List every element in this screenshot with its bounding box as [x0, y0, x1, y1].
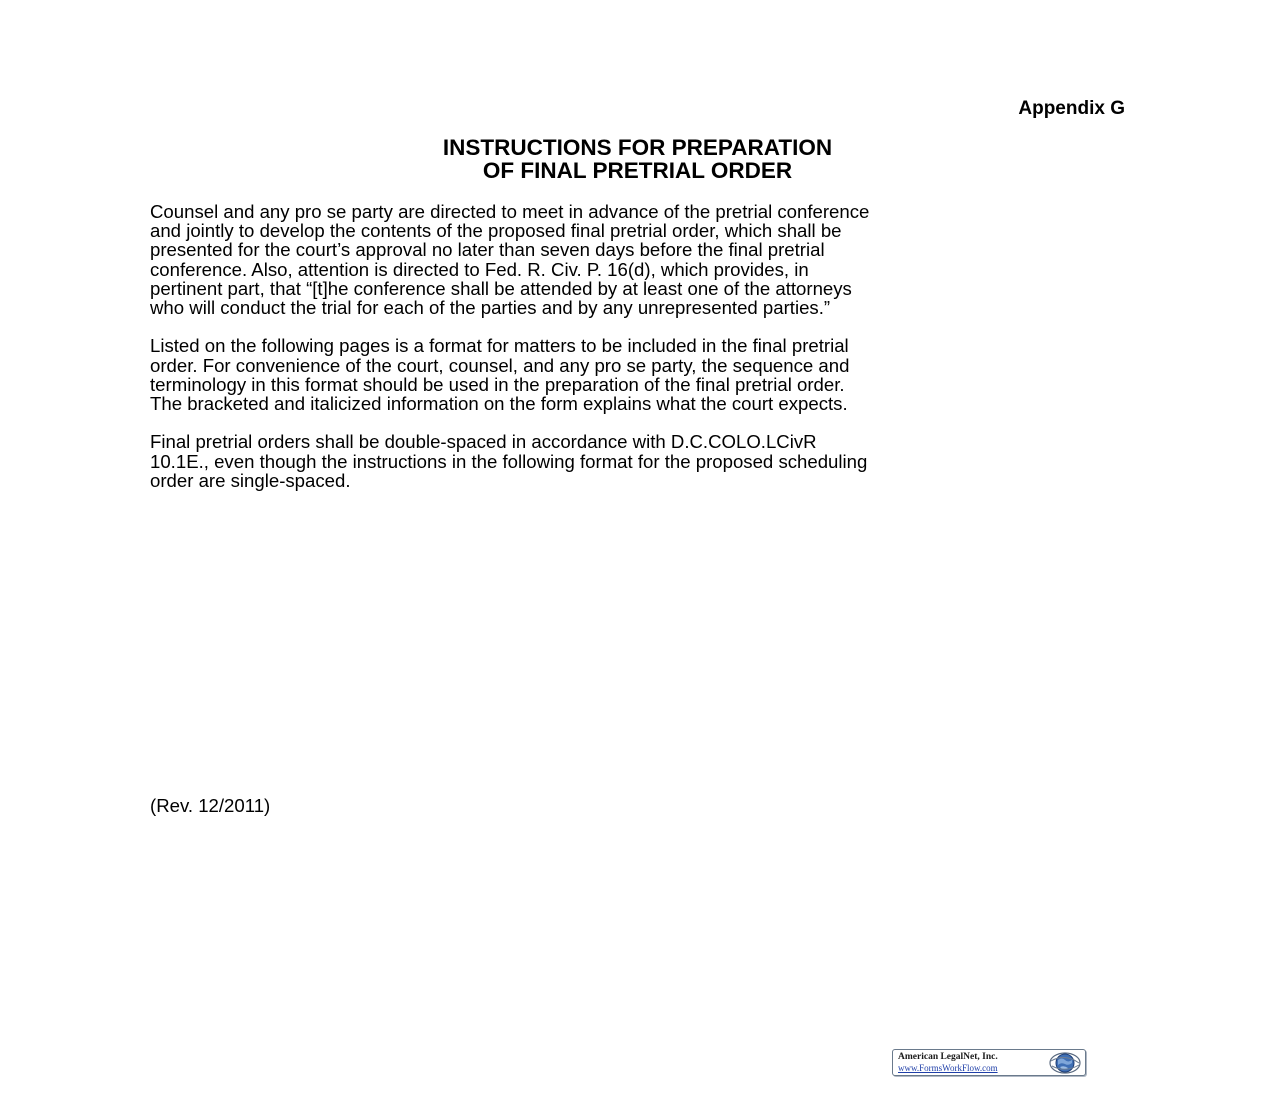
- text-line: order are single-spaced.: [150, 469, 351, 491]
- text-line: Counsel and any pro se party are directed to meet in advance of the pretrial conference: [150, 201, 870, 222]
- logo-company-name: American LegalNet, Inc.: [898, 1052, 998, 1062]
- appendix-label: Appendix G: [1018, 98, 1125, 119]
- text-line: conference. Also, attention is directed to Fed. R. Civ. P. 16(d), which provides, in: [150, 258, 809, 280]
- text-line: 10.1E., even though the instructions in the following format for the proposed scheduling: [150, 450, 868, 472]
- text-line: who will conduct the trial for each of the parties and by any unrepresented parties.”: [150, 297, 831, 319]
- globe-icon: [1048, 1051, 1082, 1075]
- american-legalnet-logo[interactable]: [892, 1049, 1086, 1076]
- document-title: [0, 136, 1275, 182]
- text-line: terminology in this format should be used in the preparation of the final pretrial order.: [150, 373, 845, 395]
- paragraph-meeting-instructions: [150, 202, 1130, 317]
- text-line: Listed on the following pages is a format for matters to be included in the final pretrial: [150, 335, 849, 357]
- paragraph-format-instructions: [150, 336, 1130, 413]
- text-line: order. For convenience of the court, counsel, and any pro se party, the sequence and: [150, 354, 850, 376]
- paragraph-spacing-instructions: [150, 432, 1130, 490]
- logo-url-link[interactable]: www.FormsWorkFlow.com: [898, 1063, 998, 1073]
- text-line: and jointly to develop the contents of the proposed final pretrial order, which shall be: [150, 220, 842, 242]
- title-line: INSTRUCTIONS FOR PREPARATION: [442, 135, 833, 160]
- text-line: pertinent part, that “[t]he conference shall be attended by at least one of the attorneys: [150, 277, 852, 299]
- revision-date: (Rev. 12/2011): [150, 795, 271, 816]
- document-body: [150, 202, 1130, 509]
- text-line: The bracketed and italicized information on the form explains what the court expects.: [150, 393, 848, 415]
- text-line: Final pretrial orders shall be double-spaced in accordance with D.C.COLO.LCivR: [150, 431, 817, 453]
- text-line: presented for the court’s approval no later than seven days before the final pretrial: [150, 239, 825, 261]
- title-line: OF FINAL PRETRIAL ORDER: [482, 158, 793, 183]
